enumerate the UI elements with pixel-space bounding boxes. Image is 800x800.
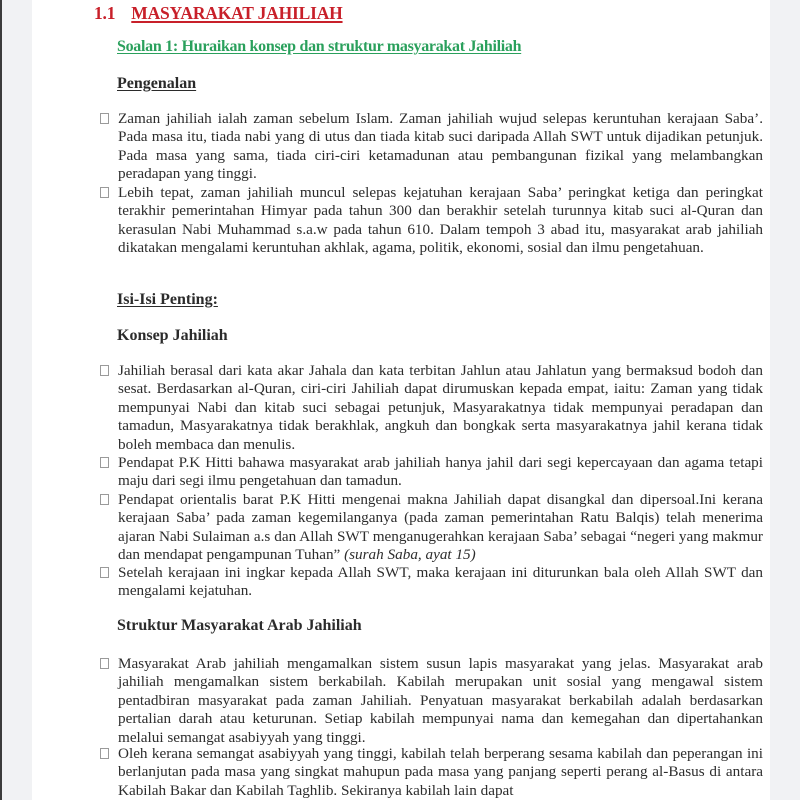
list-item-text: Zaman jahiliah ialah zaman sebelum Islam. Zaman jahiliah wujud selepas keruntuhan kerajaan Saba’. Pada masa itu, tiada nabi yang di utus dan tiada kitab suci daripada Allah SWT untuk dijadikan petunjuk. Pada masa yang sama, tiada ciri-ciri ketamadunan atau pembangunan fizikal yang melambangkan peradapan yang tinggi.	[118, 110, 763, 183]
list-item	[100, 655, 763, 747]
hollow-square-icon	[100, 567, 109, 578]
section-title: MASYARAKAT JAHILIAH	[131, 3, 343, 23]
section-number: 1.1	[94, 3, 116, 23]
list-item	[100, 454, 763, 491]
konsep-heading: Konsep Jahiliah	[117, 327, 228, 344]
pengenalan-heading: Pengenalan	[117, 75, 197, 92]
list-item-text: Pendapat P.K Hitti bahawa masyarakat arab jahiliah hanya jahil dari segi kepercayaan dan agama tetapi maju dari segi ilmu pengetahuan dan tamadun.	[118, 454, 763, 490]
list-item-text	[118, 491, 763, 565]
list-item-text: Oleh kerana semangat asabiyyah yang tinggi, kabilah telah berperang sesama kabilah dan peperangan ini berlanjutan pada masa yang singkat mahupun pada masa yang panjang seperti perang al-Basus di antara Kabilah Bakar dan Kabilah Taghlib. Sekiranya kabilah lain dapat	[118, 745, 763, 799]
citation: (surah Saba, ayat 15)	[344, 546, 476, 564]
hollow-square-icon	[100, 494, 109, 505]
hollow-square-icon	[100, 658, 109, 669]
list-item	[100, 491, 763, 565]
list-item-text: Jahiliah berasal dari kata akar Jahala dan kata terbitan Jahlun atau Jahlatun yang bermaksud bodoh dan sesat. Berdasarkan al-Quran, ciri-ciri Jahiliah dapat dirumuskan kepada empat, iaitu: Zaman yang tidak mempunyai Nabi dan kitab suci sebagai petunjuk, Masyarakatnya tidak mempunyai peradapan dan tamadun, Masyarakatnya tidak berakhlak, angkuh dan bongkak serta masyarakatnya jahil kerana tidak boleh membaca dan menulis.	[118, 362, 763, 453]
struktur-heading: Struktur Masyarakat Arab Jahiliah	[117, 617, 362, 634]
hollow-square-icon	[100, 457, 109, 468]
question-heading: Soalan 1: Huraikan konsep dan struktur masyarakat Jahiliah	[117, 38, 522, 55]
hollow-square-icon	[100, 748, 109, 759]
hollow-square-icon	[100, 365, 109, 376]
list-item-body: Pendapat orientalis barat P.K Hitti mengenai makna Jahiliah dapat disangkal dan dipersoal.Ini kerana kerajaan Saba’ pada zaman kegemilanganya (pada zaman pemerintahan Ratu Balqis) telah menerima ajaran Nabi Sulaiman a.s dan Allah SWT menganugerahkan kerajaan Saba’ sebagai “negeri yang makmur dan mendapat pengampunan Tuhan”	[118, 491, 763, 564]
window-left-border	[0, 0, 2, 800]
list-item-text: Setelah kerajaan ini ingkar kepada Allah SWT, maka kerajaan ini diturunkan bala oleh Allah SWT dan mengalami kejatuhan.	[118, 564, 763, 600]
list-item	[100, 110, 763, 184]
hollow-square-icon	[100, 187, 109, 198]
list-item	[100, 184, 763, 258]
section-heading	[94, 3, 343, 24]
list-item-text: Masyarakat Arab jahiliah mengamalkan sistem susun lapis masyarakat yang jelas. Masyarakat arab jahiliah mengamalkan sistem berkabilah. Kabilah merupakan unit sosial yang mengawal sistem pentadbiran masyarakat pada zaman Jahiliah. Penyatuan masyarakat berkabilah adalah berdasarkan pertalian darah atau keturunan. Setiap kabilah mempunyai nama dan kemegahan dan dipertahankan melalui semangat asabiyyah yang tinggi.	[118, 655, 763, 746]
list-item	[100, 745, 763, 800]
document-page	[32, 0, 770, 800]
list-item	[100, 362, 763, 454]
isi-penting-heading: Isi-Isi Penting:	[117, 291, 218, 308]
list-item	[100, 564, 763, 601]
hollow-square-icon	[100, 113, 109, 124]
list-item-text: Lebih tepat, zaman jahiliah muncul selepas kejatuhan kerajaan Saba’ peringkat ketiga dan peringkat terakhir pemerintahan Himyar pada tahun 300 dan berakhir setelah turunnya kitab suci al-Quran dan kerasulan Nabi Muhammad s.a.w pada tahun 610. Dalam tempoh 3 abad itu, masyarakat arab jahiliah dikatakan mengalami keruntuhan akhlak, agama, politik, ekonomi, sosial dan ilmu pengetahuan.	[118, 184, 763, 257]
